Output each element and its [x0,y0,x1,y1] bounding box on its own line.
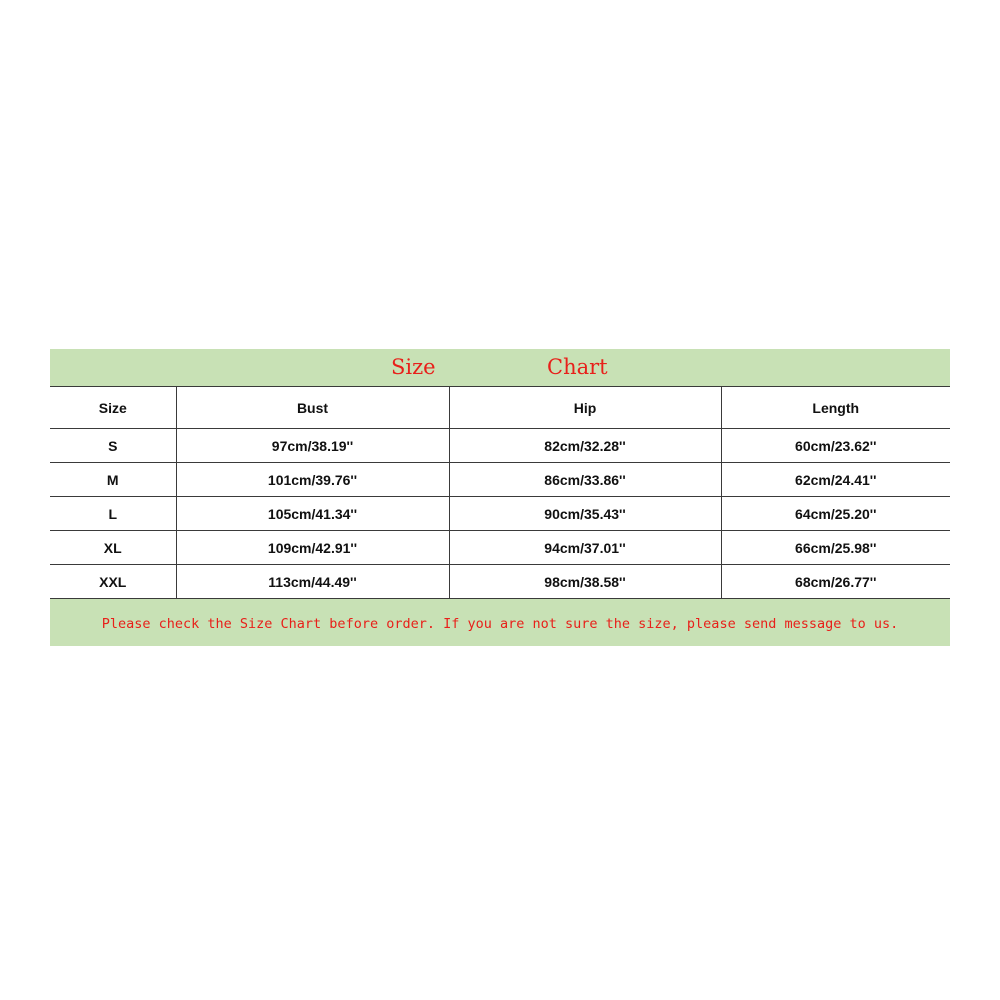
length-cell: 62cm/24.41'' [721,463,950,497]
size-cell: XXL [50,565,176,599]
hip-cell: 94cm/37.01'' [449,531,721,565]
header-row [50,387,950,429]
column-header-hip: Hip [449,387,721,429]
column-header-length: Length [721,387,950,429]
table-row [50,429,950,463]
size-cell: M [50,463,176,497]
hip-cell: 86cm/33.86'' [449,463,721,497]
title-word-chart: Chart [547,355,608,379]
bust-cell: 113cm/44.49'' [176,565,449,599]
size-chart-table [50,349,950,646]
table-row [50,497,950,531]
note-row [50,599,950,647]
table-row [50,531,950,565]
size-cell: L [50,497,176,531]
size-cell: XL [50,531,176,565]
size-cell: S [50,429,176,463]
bust-cell: 109cm/42.91'' [176,531,449,565]
title-row [50,349,950,387]
bust-cell: 97cm/38.19'' [176,429,449,463]
length-cell: 68cm/26.77'' [721,565,950,599]
hip-cell: 98cm/38.58'' [449,565,721,599]
title-word-size: Size [391,355,436,379]
length-cell: 64cm/25.20'' [721,497,950,531]
column-header-size: Size [50,387,176,429]
bust-cell: 101cm/39.76'' [176,463,449,497]
table-row [50,565,950,599]
column-header-bust: Bust [176,387,449,429]
title-cell [50,349,950,387]
hip-cell: 82cm/32.28'' [449,429,721,463]
bust-cell: 105cm/41.34'' [176,497,449,531]
length-cell: 60cm/23.62'' [721,429,950,463]
length-cell: 66cm/25.98'' [721,531,950,565]
hip-cell: 90cm/35.43'' [449,497,721,531]
table-row [50,463,950,497]
size-note: Please check the Size Chart before order. If you are not sure the size, please send message to us. [50,599,950,647]
